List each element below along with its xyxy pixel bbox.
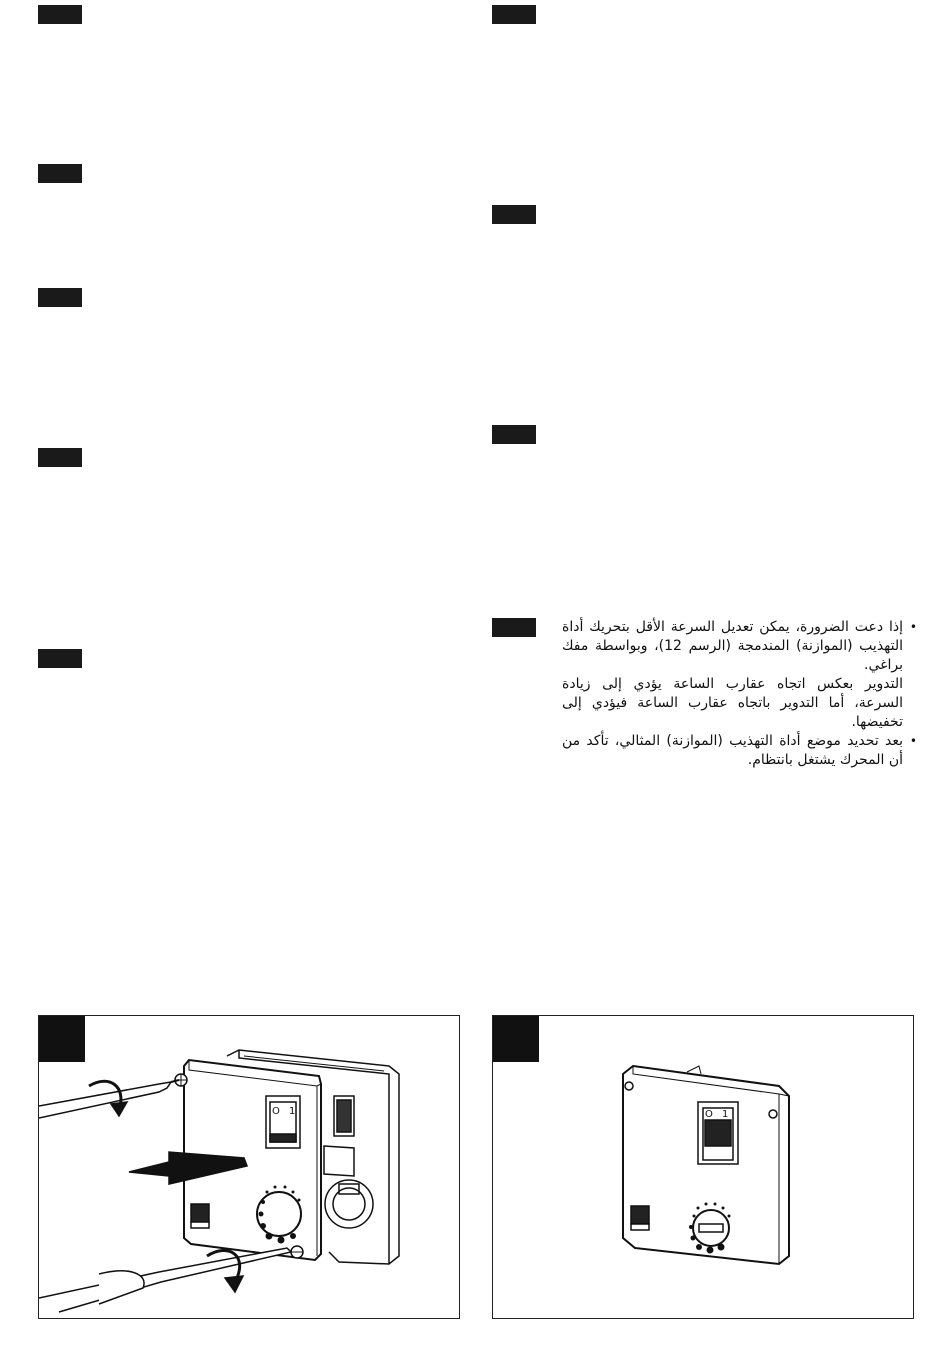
figure-assembled-controller xyxy=(492,1015,914,1319)
left-switch-off-label: O xyxy=(272,1106,280,1117)
section-marker-2 xyxy=(38,164,82,183)
assembly-illustration xyxy=(39,1016,459,1318)
section-marker-4 xyxy=(38,448,82,467)
instructions-text xyxy=(562,618,917,770)
section-marker-1 xyxy=(38,5,82,24)
right-switch-off-label: O xyxy=(705,1109,713,1120)
section-marker-9 xyxy=(492,618,536,637)
figure-marker-left xyxy=(39,1016,85,1062)
instruction-bullet-1: • إذا دعت الضرورة، يمكن تعديل السرعة الأقل بتحريك أداة التهذيب (الموازنة) المندمجة (الرسم 12)، وبواسطة مفك براغي. xyxy=(562,618,917,675)
instruction-bullet-2: • بعد تحديد موضع أداة التهذيب (الموازنة) المثالي، تأكد من أن المحرك يشتغل بانتظام. xyxy=(562,732,917,770)
controller-illustration xyxy=(493,1016,913,1318)
left-switch-on-label: 1 xyxy=(289,1106,296,1117)
section-marker-3 xyxy=(38,288,82,307)
section-marker-6 xyxy=(492,5,536,24)
section-marker-7 xyxy=(492,205,536,224)
section-marker-8 xyxy=(492,425,536,444)
figure-marker-right xyxy=(493,1016,539,1062)
right-switch-on-label: 1 xyxy=(722,1109,729,1120)
figure-assembly xyxy=(38,1015,460,1319)
instruction-paragraph: التدوير بعكس اتجاه عقارب الساعة يؤدي إلى زيادة السرعة، أما التدوير باتجاه عقارب الساعة فيؤدي إلى تخفيضها. xyxy=(562,676,903,730)
section-marker-5 xyxy=(38,649,82,668)
